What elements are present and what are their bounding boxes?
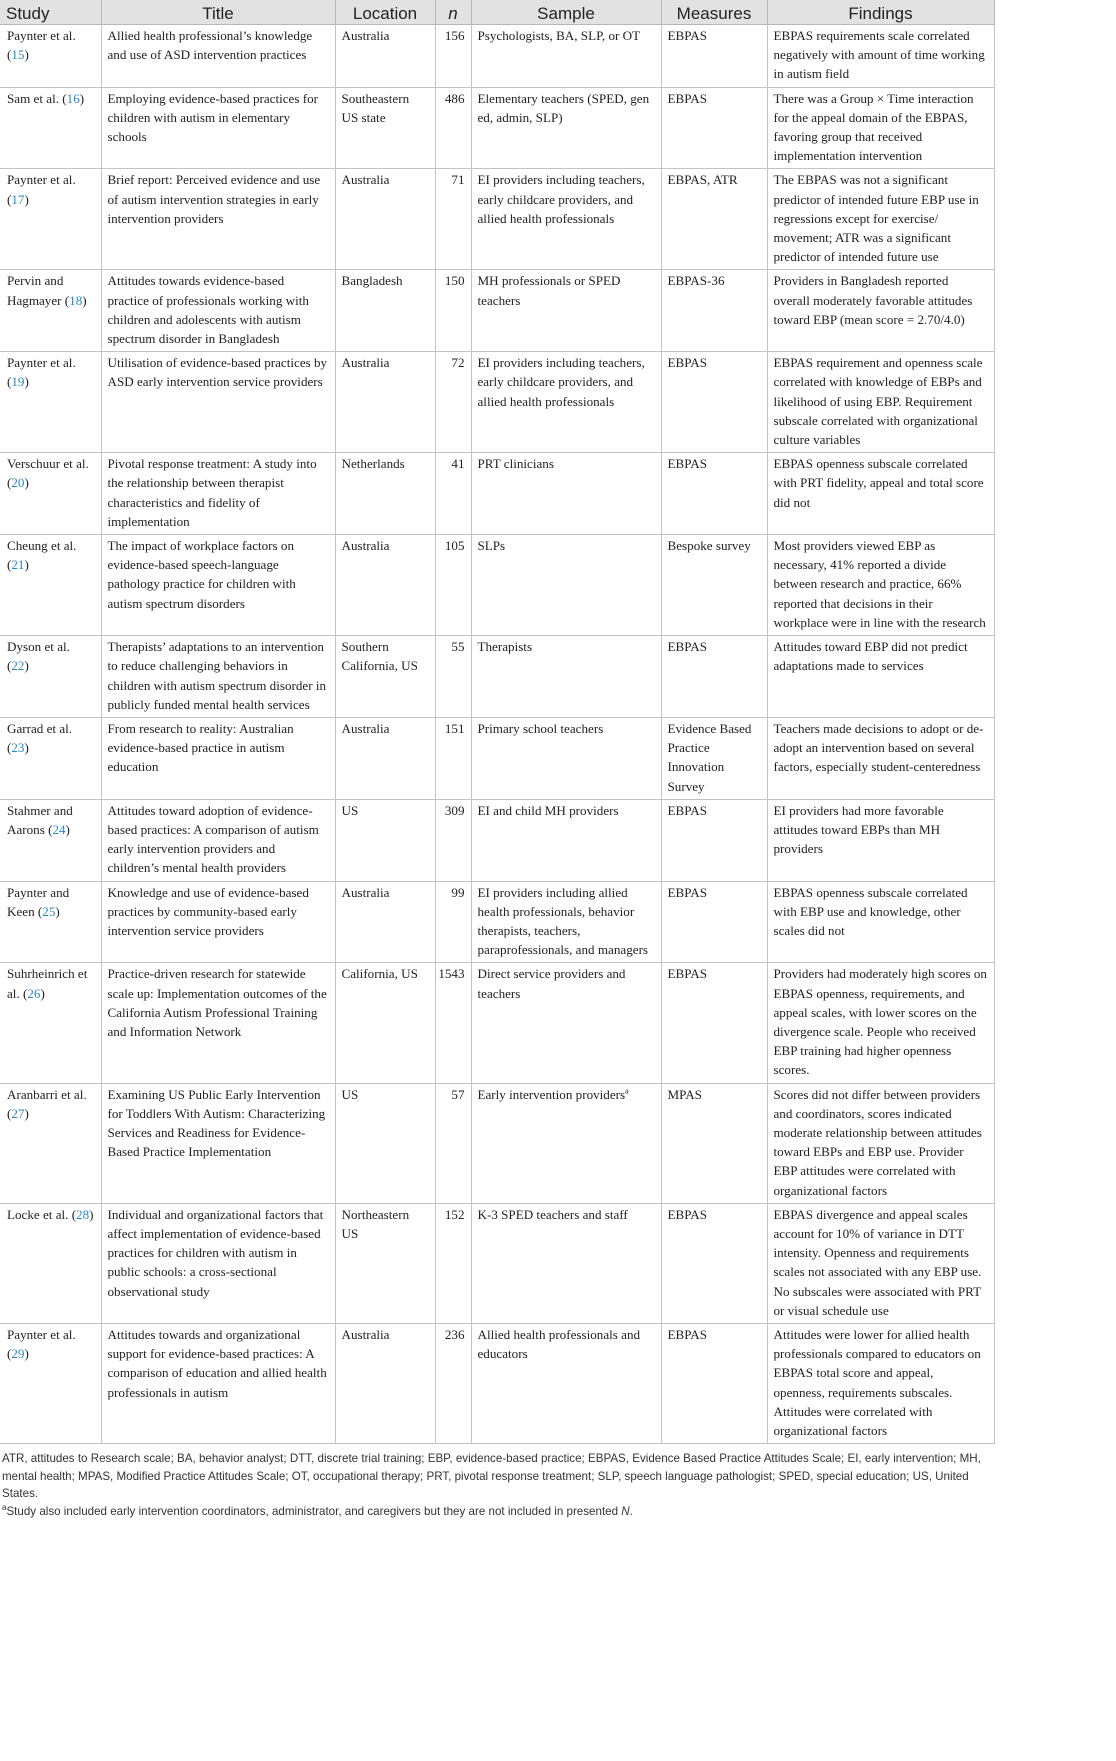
location-cell: Australia xyxy=(335,352,435,453)
sample-cell xyxy=(471,25,661,88)
location-cell: US xyxy=(335,799,435,881)
reference-link: 17 xyxy=(11,191,25,207)
footnote-a-text: Study also included early intervention coordinators, administrator, and caregivers but they are not included in presented xyxy=(6,1504,622,1518)
table-row xyxy=(0,87,994,169)
location-cell: Netherlands xyxy=(335,453,435,535)
title-cell: Practice-driven research for statewide scale up: Implementation outcomes of the California Autism Professional Training and Information Network xyxy=(101,963,335,1083)
study-cell xyxy=(0,1203,101,1323)
header-row xyxy=(0,0,994,25)
findings-cell: Attitudes toward EBP did not predict adaptations made to services xyxy=(767,636,994,718)
footnote-a xyxy=(2,1503,992,1521)
location-cell: Australia xyxy=(335,881,435,963)
sample-text: SLPs xyxy=(477,538,506,554)
reference-link: 21 xyxy=(11,557,25,573)
location-cell: Australia xyxy=(335,717,435,799)
title-cell: Therapists’ adaptations to an intervention to reduce challenging behaviors in children with autism spectrum disorder in publicly funded mental health services xyxy=(101,636,335,718)
location-cell: Australia xyxy=(335,1324,435,1444)
study-cell xyxy=(0,636,101,718)
column-header-sample: Sample xyxy=(471,0,661,25)
study-cell xyxy=(0,352,101,453)
reference-link: 23 xyxy=(11,740,25,756)
table-row xyxy=(0,535,994,636)
sample-cell xyxy=(471,169,661,270)
sample-cell xyxy=(471,1083,661,1203)
location-cell: Bangladesh xyxy=(335,270,435,352)
sample-text: EI providers including teachers, early childcare providers, and allied health professionals xyxy=(477,355,645,409)
sample-cell xyxy=(471,1203,661,1323)
title-cell: The impact of workplace factors on evidence-based speech-language pathology practice for children with autism spectrum disorders xyxy=(101,535,335,636)
measures-cell: EBPAS xyxy=(661,1203,767,1323)
study-close: ) xyxy=(65,821,70,837)
location-cell: California, US xyxy=(335,963,435,1083)
findings-cell: EBPAS openness subscale correlated with EBP use and knowledge, other scales did not xyxy=(767,881,994,963)
study-authors: Paynter et al. ( xyxy=(7,28,76,63)
findings-cell: EBPAS requirements scale correlated negatively with amount of time working in autism field xyxy=(767,25,994,88)
findings-cell: Providers had moderately high scores on EBPAS openness, requirements, and appeal scales, with lower scores on the divergence scale. People who received EBP training had higher openness scores. xyxy=(767,963,994,1083)
location-cell: US xyxy=(335,1083,435,1203)
table-row xyxy=(0,25,994,88)
study-cell xyxy=(0,963,101,1083)
measures-cell: EBPAS, ATR xyxy=(661,169,767,270)
findings-cell: Scores did not differ between providers and coordinators, scores indicated moderate relationship between attitudes toward EBPs and EBP use. Provider EBP attitudes were correlated with organizational factors xyxy=(767,1083,994,1203)
study-authors: Suhrheinrich et al. ( xyxy=(7,966,88,1001)
table-row xyxy=(0,717,994,799)
study-cell xyxy=(0,1083,101,1203)
table-row xyxy=(0,963,994,1083)
table-row xyxy=(0,270,994,352)
reference-link: 15 xyxy=(11,47,25,63)
sample-cell xyxy=(471,963,661,1083)
study-close: ) xyxy=(24,191,29,207)
findings-cell: EBPAS divergence and appeal scales account for 10% of variance in DTT intensity. Openness and requirements scales not associated with any EBP use. No subscales were associated with PRT or visual schedule use xyxy=(767,1203,994,1323)
sample-text: K-3 SPED teachers and staff xyxy=(477,1206,628,1222)
sample-cell xyxy=(471,881,661,963)
table-row xyxy=(0,169,994,270)
sample-text: MH professionals or SPED teachers xyxy=(477,273,621,308)
study-authors: Dyson et al. ( xyxy=(7,639,70,674)
table-row xyxy=(0,1203,994,1323)
study-authors: Verschuur et al. ( xyxy=(7,456,89,491)
study-authors: Paynter et al. ( xyxy=(7,172,76,207)
reference-link: 27 xyxy=(11,1105,25,1121)
sample-text: PRT clinicians xyxy=(477,456,554,472)
study-close: ) xyxy=(24,658,29,674)
location-cell: Australia xyxy=(335,25,435,88)
study-close: ) xyxy=(24,1105,29,1121)
footnote-a-mark: a xyxy=(2,1502,7,1512)
study-close: ) xyxy=(24,1346,29,1362)
n-cell: 57 xyxy=(435,1083,471,1203)
study-cell xyxy=(0,881,101,963)
sample-cell xyxy=(471,535,661,636)
study-cell xyxy=(0,717,101,799)
title-cell: Knowledge and use of evidence-based practices by community-based early intervention service providers xyxy=(101,881,335,963)
study-authors: Paynter and Keen ( xyxy=(7,884,70,919)
sample-cell xyxy=(471,636,661,718)
title-cell: From research to reality: Australian evidence-based practice in autism education xyxy=(101,717,335,799)
column-header-n: n xyxy=(435,0,471,25)
study-authors: Locke et al. ( xyxy=(7,1206,77,1222)
study-cell xyxy=(0,169,101,270)
sample-cell xyxy=(471,352,661,453)
column-header-findings: Findings xyxy=(767,0,994,25)
title-cell: Examining US Public Early Intervention for Toddlers With Autism: Characterizing Services and Readiness for Evidence-Based Practice Implementation xyxy=(101,1083,335,1203)
location-cell: Northeastern US xyxy=(335,1203,435,1323)
sample-cell xyxy=(471,799,661,881)
study-authors: Cheung et al. ( xyxy=(7,538,77,573)
n-cell: 41 xyxy=(435,453,471,535)
measures-cell: MPAS xyxy=(661,1083,767,1203)
title-cell: Attitudes towards and organizational support for evidence-based practices: A comparison of education and allied health professionals in autism xyxy=(101,1324,335,1444)
study-authors: Paynter et al. ( xyxy=(7,355,76,390)
measures-cell: EBPAS xyxy=(661,799,767,881)
title-cell: Individual and organizational factors that affect implementation of evidence-based practices for children with autism in public schools: a cross-sectional observational study xyxy=(101,1203,335,1323)
column-header-title: Title xyxy=(101,0,335,25)
table-row xyxy=(0,881,994,963)
study-close: ) xyxy=(79,90,85,106)
location-cell: Southeastern US state xyxy=(335,87,435,169)
measures-cell: EBPAS xyxy=(661,1324,767,1444)
sample-cell xyxy=(471,270,661,352)
location-cell: Australia xyxy=(335,169,435,270)
n-cell: 486 xyxy=(435,87,471,169)
footnote-a-italic-n: N xyxy=(621,1504,630,1518)
study-authors: Sam et al. ( xyxy=(7,90,67,106)
study-cell xyxy=(0,1324,101,1444)
sample-text: Allied health professionals and educators xyxy=(477,1327,641,1362)
reference-link: 26 xyxy=(27,985,41,1001)
footnote-a-end: . xyxy=(629,1504,633,1518)
study-close: ) xyxy=(82,292,87,308)
location-cell: Australia xyxy=(335,535,435,636)
measures-cell: Bespoke survey xyxy=(661,535,767,636)
study-close: ) xyxy=(24,47,29,63)
sample-text: Primary school teachers xyxy=(477,720,604,736)
title-cell: Attitudes toward adoption of evidence-based practices: A comparison of autism early intervention providers and children’s mental health providers xyxy=(101,799,335,881)
column-header-measures: Measures xyxy=(661,0,767,25)
findings-cell: Attitudes were lower for allied health professionals compared to educators on EBPAS total score and appeal, openness, requirements subscales. Attitudes were correlated with organizational factors xyxy=(767,1324,994,1444)
table-footnotes xyxy=(0,1444,994,1520)
measures-cell: EBPAS-36 xyxy=(661,270,767,352)
n-cell: 309 xyxy=(435,799,471,881)
findings-cell: EBPAS openness subscale correlated with PRT fidelity, appeal and total score did not xyxy=(767,453,994,535)
n-cell: 1543 xyxy=(435,963,471,1083)
study-cell xyxy=(0,270,101,352)
study-close: ) xyxy=(24,557,29,573)
reference-link: 20 xyxy=(11,475,25,491)
reference-link: 19 xyxy=(11,374,25,390)
sample-cell xyxy=(471,87,661,169)
sample-text: EI providers including teachers, early childcare providers, and allied health professionals xyxy=(477,172,645,226)
study-authors: Garrad et al. ( xyxy=(7,720,73,756)
study-cell xyxy=(0,87,101,169)
findings-cell: The EBPAS was not a significant predictor of intended future EBP use in regressions except for exercise/ movement; ATR was a significant predictor of intended future use xyxy=(767,169,994,270)
findings-cell: There was a Group × Time interaction for the appeal domain of the EBPAS, favoring group that received implementation intervention xyxy=(767,87,994,169)
study-cell xyxy=(0,453,101,535)
title-cell: Pivotal response treatment: A study into the relationship between therapist characteristics and fidelity of implementation xyxy=(101,453,335,535)
study-authors: Paynter et al. ( xyxy=(7,1327,76,1362)
reference-link: 25 xyxy=(42,903,56,919)
findings-cell: Most providers viewed EBP as necessary, 41% reported a divide between research and practice, 66% reported that decisions in their workplace were in line with the research xyxy=(767,535,994,636)
findings-cell: Teachers made decisions to adopt or de-adopt an intervention based on several factors, especially student-centeredness xyxy=(767,717,994,799)
sample-text: Elementary teachers (SPED, gen ed, admin, SLP) xyxy=(477,90,650,125)
study-authors: Stahmer and Aarons ( xyxy=(7,802,73,837)
measures-cell: EBPAS xyxy=(661,881,767,963)
sample-text: Psychologists, BA, SLP, or OT xyxy=(477,28,641,43)
sample-text: Early intervention providers xyxy=(477,1086,626,1102)
sample-text: Direct service providers and teachers xyxy=(477,966,626,1001)
measures-cell: EBPAS xyxy=(661,963,767,1083)
n-cell: 151 xyxy=(435,717,471,799)
study-close: ) xyxy=(24,374,29,390)
sample-cell xyxy=(471,1324,661,1444)
reference-link: 18 xyxy=(69,292,83,308)
abbreviations-note: ATR, attitudes to Research scale; BA, behavior analyst; DTT, discrete trial training; EBP, evidence-based practice; EBPAS, Evidence Based Practice Attitudes Scale; EI, early intervention; MH, mental health; MPAS, Modified Practice Attitudes Scale; OT, occupational therapy; PRT, pivotal response treatment; SLP, speech language pathologist; SPED, special education; US, United States. xyxy=(2,1452,981,1501)
study-authors: Aranbarri et al. ( xyxy=(7,1086,87,1121)
study-authors: Pervin and Hagmayer ( xyxy=(7,273,70,308)
table-row xyxy=(0,1324,994,1444)
reference-link: 29 xyxy=(11,1346,25,1362)
study-cell xyxy=(0,535,101,636)
measures-cell: EBPAS xyxy=(661,636,767,718)
column-header-study: Study xyxy=(0,0,101,25)
study-close: ) xyxy=(55,903,60,919)
measures-cell: EBPAS xyxy=(661,352,767,453)
title-cell: Brief report: Perceived evidence and use of autism intervention strategies in early intervention providers xyxy=(101,169,335,270)
study-cell xyxy=(0,25,101,88)
study-cell xyxy=(0,799,101,881)
n-cell: 71 xyxy=(435,169,471,270)
n-cell: 105 xyxy=(435,535,471,636)
sample-text: EI providers including allied health professionals, behavior therapists, teachers, paraprofessionals, and managers xyxy=(477,884,649,958)
title-cell: Utilisation of evidence-based practices by ASD early intervention service providers xyxy=(101,352,335,453)
n-cell: 72 xyxy=(435,352,471,453)
measures-cell: Evidence Based Practice Innovation Survey xyxy=(661,717,767,799)
location-cell: Southern California, US xyxy=(335,636,435,718)
sample-text: Therapists xyxy=(477,639,533,655)
findings-cell: EBPAS requirement and openness scale correlated with knowledge of EBPs and likelihood of using EBP. Requirement subscale correlated with organizational culture variables xyxy=(767,352,994,453)
study-close: ) xyxy=(89,1206,94,1222)
sample-cell xyxy=(471,717,661,799)
n-cell: 55 xyxy=(435,636,471,718)
reference-link: 22 xyxy=(11,658,25,674)
title-cell: Allied health professional’s knowledge and use of ASD intervention practices xyxy=(101,25,335,88)
n-cell: 156 xyxy=(435,25,471,88)
footnote-marker: a xyxy=(625,1086,629,1096)
sample-text: EI and child MH providers xyxy=(477,802,619,818)
table-row xyxy=(0,636,994,718)
findings-cell: EI providers had more favorable attitudes toward EBPs than MH providers xyxy=(767,799,994,881)
table-row xyxy=(0,453,994,535)
measures-cell: EBPAS xyxy=(661,453,767,535)
findings-cell: Providers in Bangladesh reported overall moderately favorable attitudes toward EBP (mean score = 2.70/4.0) xyxy=(767,270,994,352)
title-cell: Attitudes towards evidence-based practice of professionals working with children and adolescents with autism spectrum disorder in Bangladesh xyxy=(101,270,335,352)
table-row xyxy=(0,352,994,453)
reference-link: 16 xyxy=(66,90,80,106)
n-cell: 236 xyxy=(435,1324,471,1444)
title-cell: Employing evidence-based practices for children with autism in elementary schools xyxy=(101,87,335,169)
table-body xyxy=(0,25,994,1444)
sample-cell xyxy=(471,453,661,535)
reference-link: 24 xyxy=(52,821,66,837)
study-close: ) xyxy=(24,475,29,491)
n-cell: 152 xyxy=(435,1203,471,1323)
column-header-location: Location xyxy=(335,0,435,25)
table-row xyxy=(0,1083,994,1203)
reference-link: 28 xyxy=(76,1206,90,1222)
measures-cell: EBPAS xyxy=(661,87,767,169)
measures-cell: EBPAS xyxy=(661,25,767,88)
table-row xyxy=(0,799,994,881)
n-cell: 99 xyxy=(435,881,471,963)
study-close: ) xyxy=(24,740,29,756)
study-close: ) xyxy=(40,985,45,1001)
n-cell: 150 xyxy=(435,270,471,352)
